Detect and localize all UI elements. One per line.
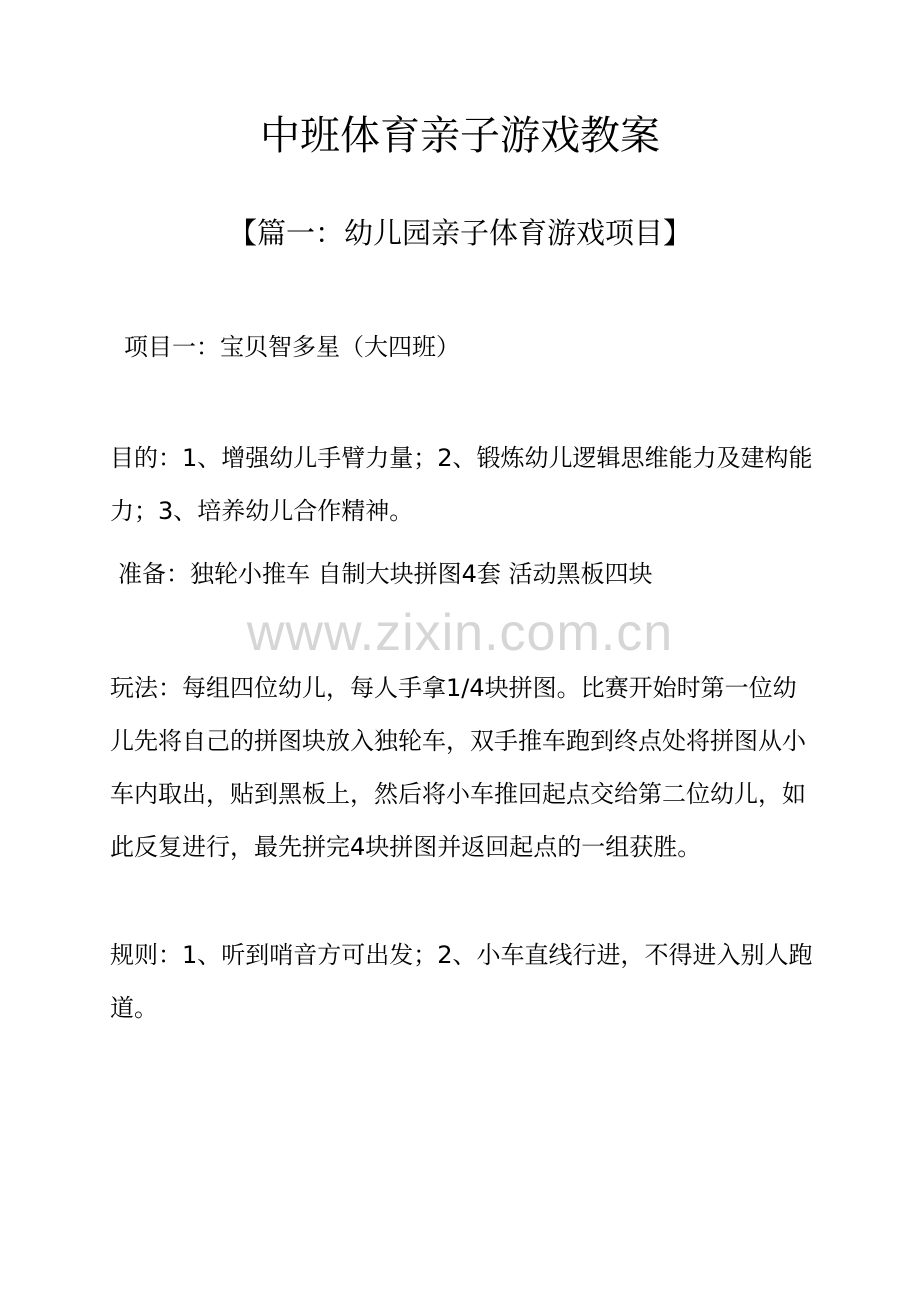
gameplay-paragraph: 玩法：每组四位幼儿，每人手拿1/4块拼图。比赛开始时第一位幼儿先将自己的拼图块放入独轮车，双手推车跑到终点处将拼图从小车内取出，贴到黑板上，然后将小车推回起点交给第二位幼儿，如此反复进行，最先拼完4块拼图并返回起点的一组获胜。: [110, 674, 806, 861]
preparation-paragraph: 准备：独轮小推车 自制大块拼图4套 活动黑板四块: [118, 560, 653, 588]
purpose-paragraph: 目的：1、增强幼儿手臂力量；2、锻炼幼儿逻辑思维能力及建构能力；3、培养幼儿合作精神。: [110, 444, 813, 525]
document-subtitle: 【篇一：幼儿园亲子体育游戏项目】: [227, 216, 692, 250]
document-title: 中班体育亲子游戏教案: [260, 113, 660, 159]
watermark: www.zixin.com.cn: [246, 604, 674, 662]
item-title: 项目一：宝贝智多星（大四班）: [124, 333, 460, 361]
rules-paragraph: 规则：1、听到哨音方可出发；2、小车直线行进，不得进入别人跑道。: [110, 941, 813, 1022]
